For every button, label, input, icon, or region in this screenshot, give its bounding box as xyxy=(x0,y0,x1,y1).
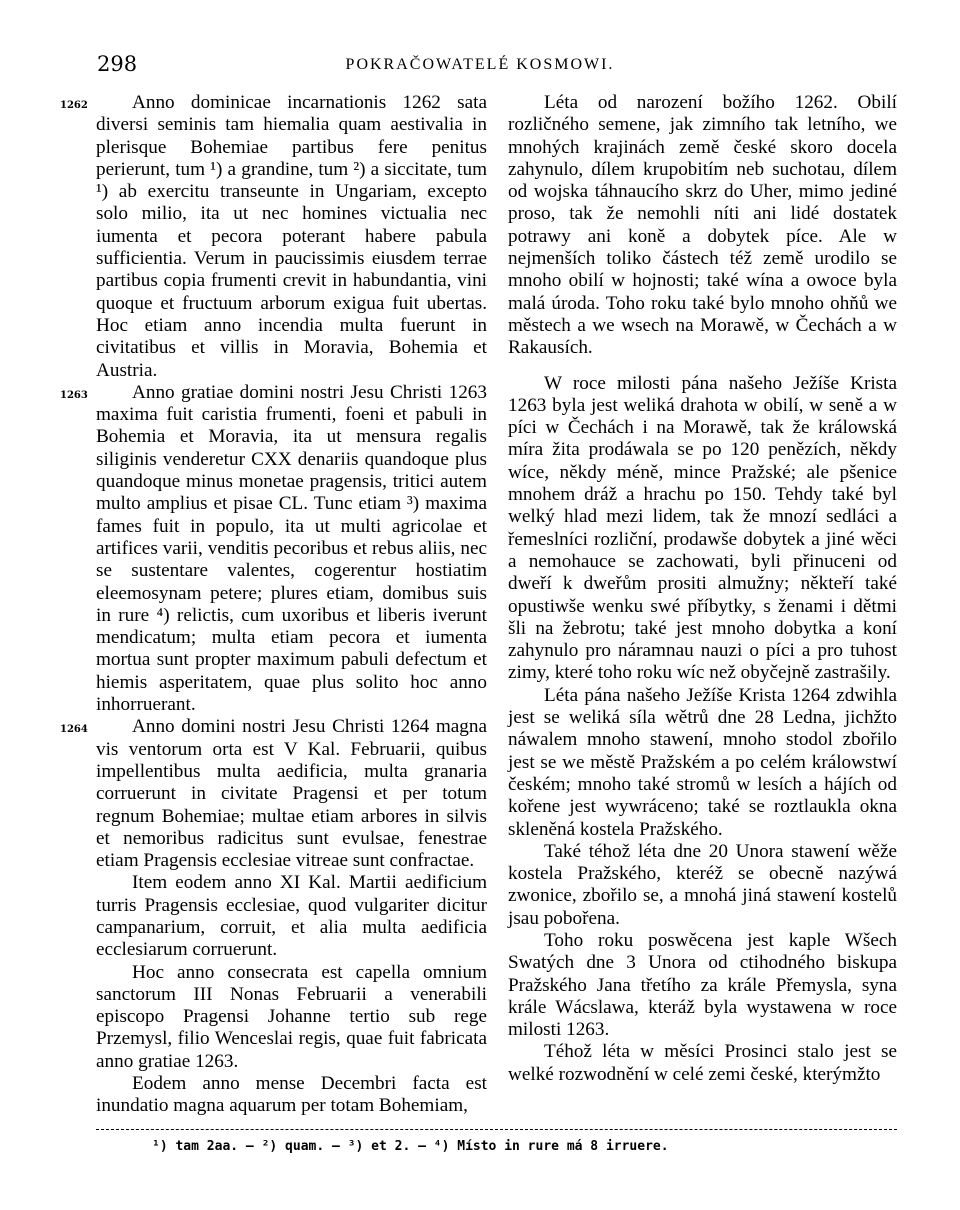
czech-paragraph-flood: Téhož léta w měsíci Prosinci stalo jest se welké rozwodnění w celé zemi české, kterýmžto xyxy=(508,1041,897,1085)
margin-year-1263: 1263 xyxy=(60,389,88,401)
czech-paragraph-1262: Léta od narození božího 1262. Obilí rozličného semene, jak zimního tak letního, we mnohých krajinách země české skoro docela zahynulo, dílem krupobitím neb suchotau, dílem od wojska táhnaucího skrz do Uher, mimo jediné proso, tak že nemohli níti ani lidé dostatek potrawy ani koně a dobytek píce. Ale w nejmenších toliko částech též země urodilo se mnoho obilí w hojnosti; také wína a owoce byla malá úroda. Toho roku také bylo mnoho ohňů we městech a we wsech na Morawě, w Čechách a w Rakausích. xyxy=(508,92,897,359)
footnote-rule xyxy=(96,1129,897,1130)
running-head xyxy=(0,52,960,82)
footnotes: ¹) tam 2aa. — ²) quam. — ³) et 2. — ⁴) Místo in rure má 8 irruere. xyxy=(152,1139,669,1154)
latin-text-1264: Anno domini nostri Jesu Christi 1264 magna vis ventorum orta est V Kal. Februarii, quibus impellentibus multa aedificia, multa granaria corruerunt in civitate Pragensi et per totum regnum Bohemiae; multae etiam arbores in silvis et nemoribus radicitus sunt evulsae, fenestrae etiam Pragensis ecclesiae vitreae sunt confractae. xyxy=(96,716,487,872)
margin-year-1264: 1264 xyxy=(60,724,88,736)
latin-paragraph-1262 xyxy=(60,92,487,382)
latin-paragraph-chapel: Hoc anno consecrata est capella omnium sanctorum III Nonas Februarii a venerabili episcopo Pragensi Johanne tertio sub rege Przemysl, filio Wenceslai regis, quae fuit fabricata anno gratiae 1263. xyxy=(96,961,487,1072)
czech-paragraph-1263: W roce milosti pána našeho Ježíše Krista 1263 byla jest weliká drahota w obilí, w seně a w píci w Čechách i na Morawě, tak že králowská míra žita prodáwala se po 120 penězích, někdy wíce, někdy méně, mince Pražské; ale pšenice mnohem dráž a hrachu po 150. Tehdy také byl welký hlad mezi lidem, tak že mnozí sedláci a řemeslníci rozliční, prodawše dobytek a jiné wěci a nemohauce se zachowati, byli přinuceni od dweří k dweřům prositi almužny; někteří také opustiwše wenku swé příbytky, s ženami i dětmi šli na žebrotu; také jest mnoho dobytka a koní zahynulo pro náramnau nauzi o píci a pro tuhost zimy, které toho roku wíc než obyčejně zastrašily. xyxy=(508,372,897,684)
latin-text-1263: Anno gratiae domini nostri Jesu Christi 1263 maxima fuit caristia frumenti, foeni et pabuli in Bohemia et Moravia, ita ut mensura regalis siliginis venderetur CXX denariis quandoque plus quandoque minus monetae pragensis, tritici autem multo amplius et pisae CL. Tunc etiam ³) maxima fames fuit in populo, ita ut multi agricolae et artifices varii, venditis pecoribus et rebus aliis, nec se sustentare valentes, cogerentur hostiatim eleemosynam petere; plures etiam, domibus suis in rure ⁴) relictis, cum uxoribus et liberis iverunt mendicatum; multa etiam pecora et iumenta mortua sunt propter maximum pabuli defectum et hiemis asperitatem, quae plus solito hoc anno inhorruerant. xyxy=(96,381,487,716)
page-number: 298 xyxy=(97,52,138,76)
latin-paragraph-flood: Eodem anno mense Decembri facta est inundatio magna aquarum per totam Bohemiam, xyxy=(96,1073,487,1117)
czech-paragraph-chapel: Toho roku poswěcena jest kaple Wšech Swatých dne 3 Unora od ctihodného biskupa Pražského Jana třetího za krále Přemysla, syna krále Wácslawa, kteráž byla wystawena w roce milosti 1263. xyxy=(508,929,897,1041)
czech-paragraph-tower: Také téhož léta dne 20 Unora stawení wěže kostela Pražského, kteréž se obecně nazýwá zwonice, zbořilo se, a mnohá jiná stawení kostelů jsau pobořena. xyxy=(508,840,897,929)
latin-column xyxy=(60,92,487,1118)
czech-column xyxy=(508,92,897,1086)
running-title: POKRAČOWATELÉ KOSMOWI. xyxy=(345,56,615,73)
latin-text-1262: Anno dominicae incarnationis 1262 sata diversi seminis tam hiemalia quam aestivalia in plerisque Bohemiae partibus fere penitus perierunt, tum ¹) a grandine, tum ²) a siccitate, tum ¹) ab exercitu transeunte in Ungariam, excepto solo milio, ita ut nec homines victualia nec iumenta et pecora poterant habere pabula sufficientia. Verum in paucissimis eiusdem terrae partibus copia frumenti crevit in habundantia, vini quoque et fructuum arborum exigua fuit ubertas. Hoc etiam anno incendia multa fuerunt in civitatibus et villis in Moravia, Bohemia et Austria. xyxy=(96,92,487,381)
czech-paragraph-1264: Léta pána našeho Ježíše Krista 1264 zdwihla jest se weliká síla wětrů dne 28 Ledna, jichžto náwalem mnoho stawení, mnoho stodol zbořilo jest se we městě Pražském a po celém králowstwí českém; mnoho také stromů w lesích a hájích od kořene jest wywráceno; také se roztlaukla okna skleněná kostela Pražského. xyxy=(508,684,897,840)
paragraph-gap xyxy=(508,360,897,373)
latin-paragraph-tower: Item eodem anno XI Kal. Martii aedificium turris Pragensis ecclesiae, quod vulgariter dicitur campanarium, corruit, et alia multa aedificia ecclesiarum corruerunt. xyxy=(96,872,487,961)
latin-paragraph-1264 xyxy=(60,716,487,872)
margin-year-1262: 1262 xyxy=(60,100,88,111)
latin-paragraph-1263 xyxy=(60,381,487,716)
